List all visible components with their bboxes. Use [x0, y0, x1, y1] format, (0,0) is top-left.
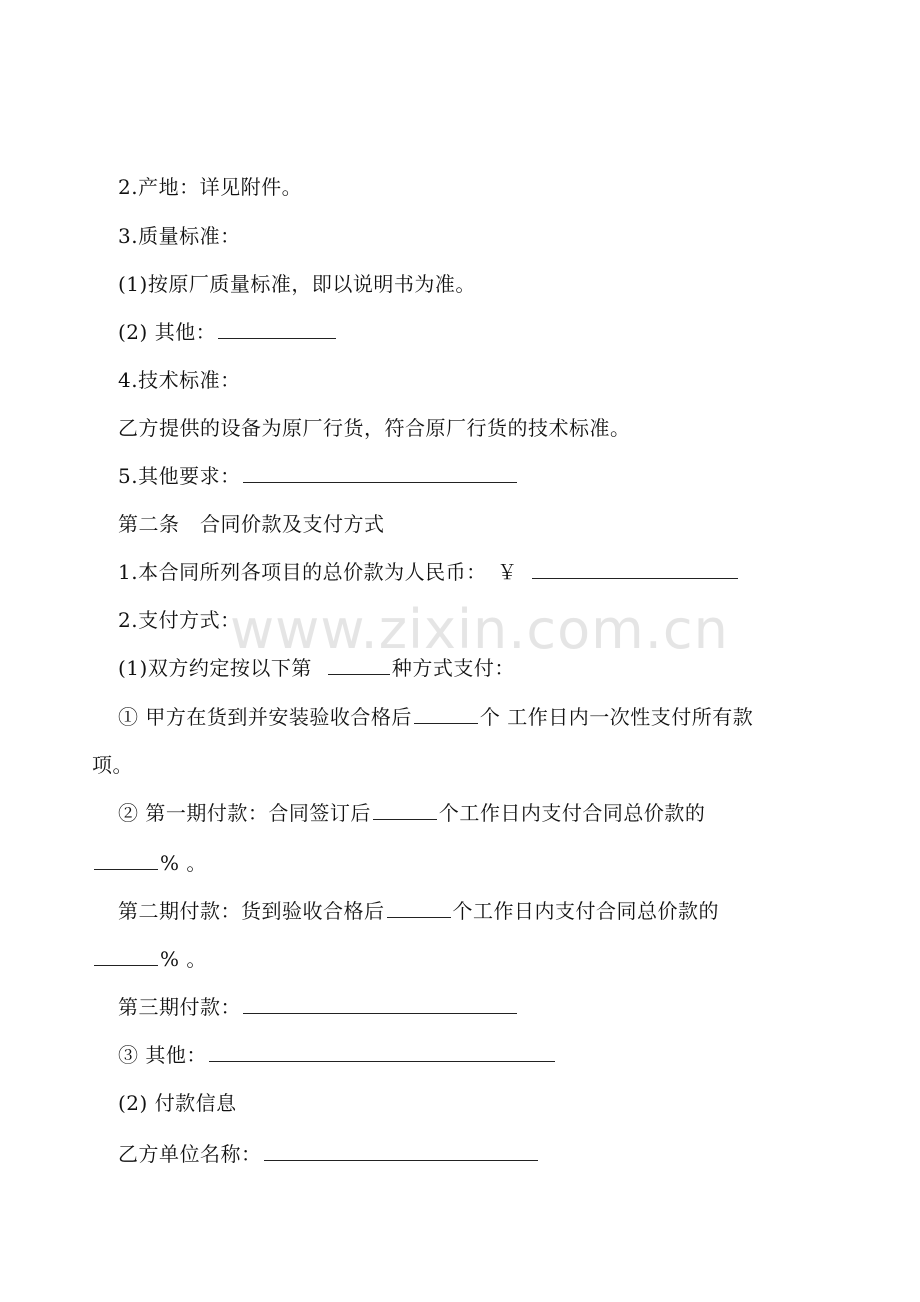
payment-choice-text-b: 种方式支付：: [391, 656, 515, 680]
total-price-blank[interactable]: [532, 558, 738, 579]
option-1-cont-text: 项。: [92, 753, 133, 777]
tech-desc-text: 乙方提供的设备为原厂行货，符合原厂行货的技术标准。: [118, 416, 631, 440]
first-payment-days-blank[interactable]: [373, 799, 437, 820]
doc-line-other-req: [118, 462, 519, 490]
doc-line-tech-standard: [118, 366, 241, 394]
quality-other-blank[interactable]: [218, 318, 336, 339]
payment-method-text: 2.支付方式：: [118, 608, 241, 632]
doc-line-first-percent: [92, 849, 207, 877]
doc-line-second-payment: [118, 897, 719, 925]
quality-2-text: (2) 其他：: [118, 320, 217, 344]
option-3-blank[interactable]: [209, 1041, 555, 1062]
third-payment-text: 第三期付款：: [118, 995, 241, 1019]
payment-info-text: (2) 付款信息: [118, 1091, 237, 1115]
doc-line-quality-2: [118, 318, 338, 346]
quality-standard-text: 3.质量标准：: [118, 224, 241, 248]
first-percent-text: % 。: [160, 851, 207, 875]
doc-line-third-payment: [118, 993, 519, 1021]
second-payment-text-a: 第二期付款：货到验收合格后: [118, 899, 385, 923]
doc-line-quality-1: [118, 270, 476, 298]
option-1-days-blank[interactable]: [414, 703, 478, 724]
doc-line-option-1: [118, 703, 753, 731]
doc-line-payment-info: [118, 1089, 237, 1117]
watermark: www.zixin.com.cn: [230, 598, 729, 661]
doc-line-payment-method: [118, 606, 241, 634]
option-3-text: ③ 其他：: [118, 1043, 207, 1067]
company-name-text: 乙方单位名称：: [118, 1142, 262, 1166]
second-payment-percent-blank[interactable]: [94, 945, 158, 966]
doc-line-origin: [118, 173, 302, 201]
doc-line-total-price: [118, 558, 740, 586]
doc-line-quality-standard: [118, 222, 241, 250]
second-payment-text-b: 个工作日内支付合同总价款的: [452, 899, 719, 923]
other-req-blank[interactable]: [243, 462, 517, 483]
doc-line-second-percent: [92, 945, 207, 973]
other-req-text: 5.其他要求：: [118, 464, 241, 488]
second-payment-days-blank[interactable]: [387, 897, 451, 918]
doc-line-option-3: [118, 1041, 557, 1069]
tech-standard-text: 4.技术标准：: [118, 368, 241, 392]
article-2-heading: 第二条 合同价款及支付方式: [118, 512, 385, 536]
payment-choice-text-a: (1)双方约定按以下第: [118, 656, 312, 680]
doc-line-article-2: [118, 510, 385, 538]
origin-text: 2.产地：详见附件。: [118, 175, 303, 199]
second-percent-text: % 。: [160, 947, 207, 971]
total-price-text: 1.本合同所列各项目的总价款为人民币： ￥: [118, 560, 518, 584]
first-payment-percent-blank[interactable]: [94, 849, 158, 870]
company-name-blank[interactable]: [264, 1140, 538, 1161]
doc-line-tech-desc: [118, 414, 631, 442]
doc-line-option-2-first: [118, 799, 705, 827]
option-1-text-b: 个 工作日内一次性支付所有款: [479, 705, 754, 729]
first-payment-text-a: ② 第一期付款：合同签订后: [118, 801, 371, 825]
doc-line-payment-choice: [118, 654, 515, 682]
third-payment-blank[interactable]: [243, 993, 517, 1014]
doc-line-option-1-cont: [92, 751, 133, 779]
first-payment-text-b: 个工作日内支付合同总价款的: [438, 801, 706, 825]
payment-choice-blank[interactable]: [328, 654, 390, 675]
quality-1-text: (1)按原厂质量标准，即以说明书为准。: [118, 272, 476, 296]
doc-line-company-name: [118, 1140, 540, 1168]
option-1-text-a: ① 甲方在货到并安装验收合格后: [118, 705, 412, 729]
